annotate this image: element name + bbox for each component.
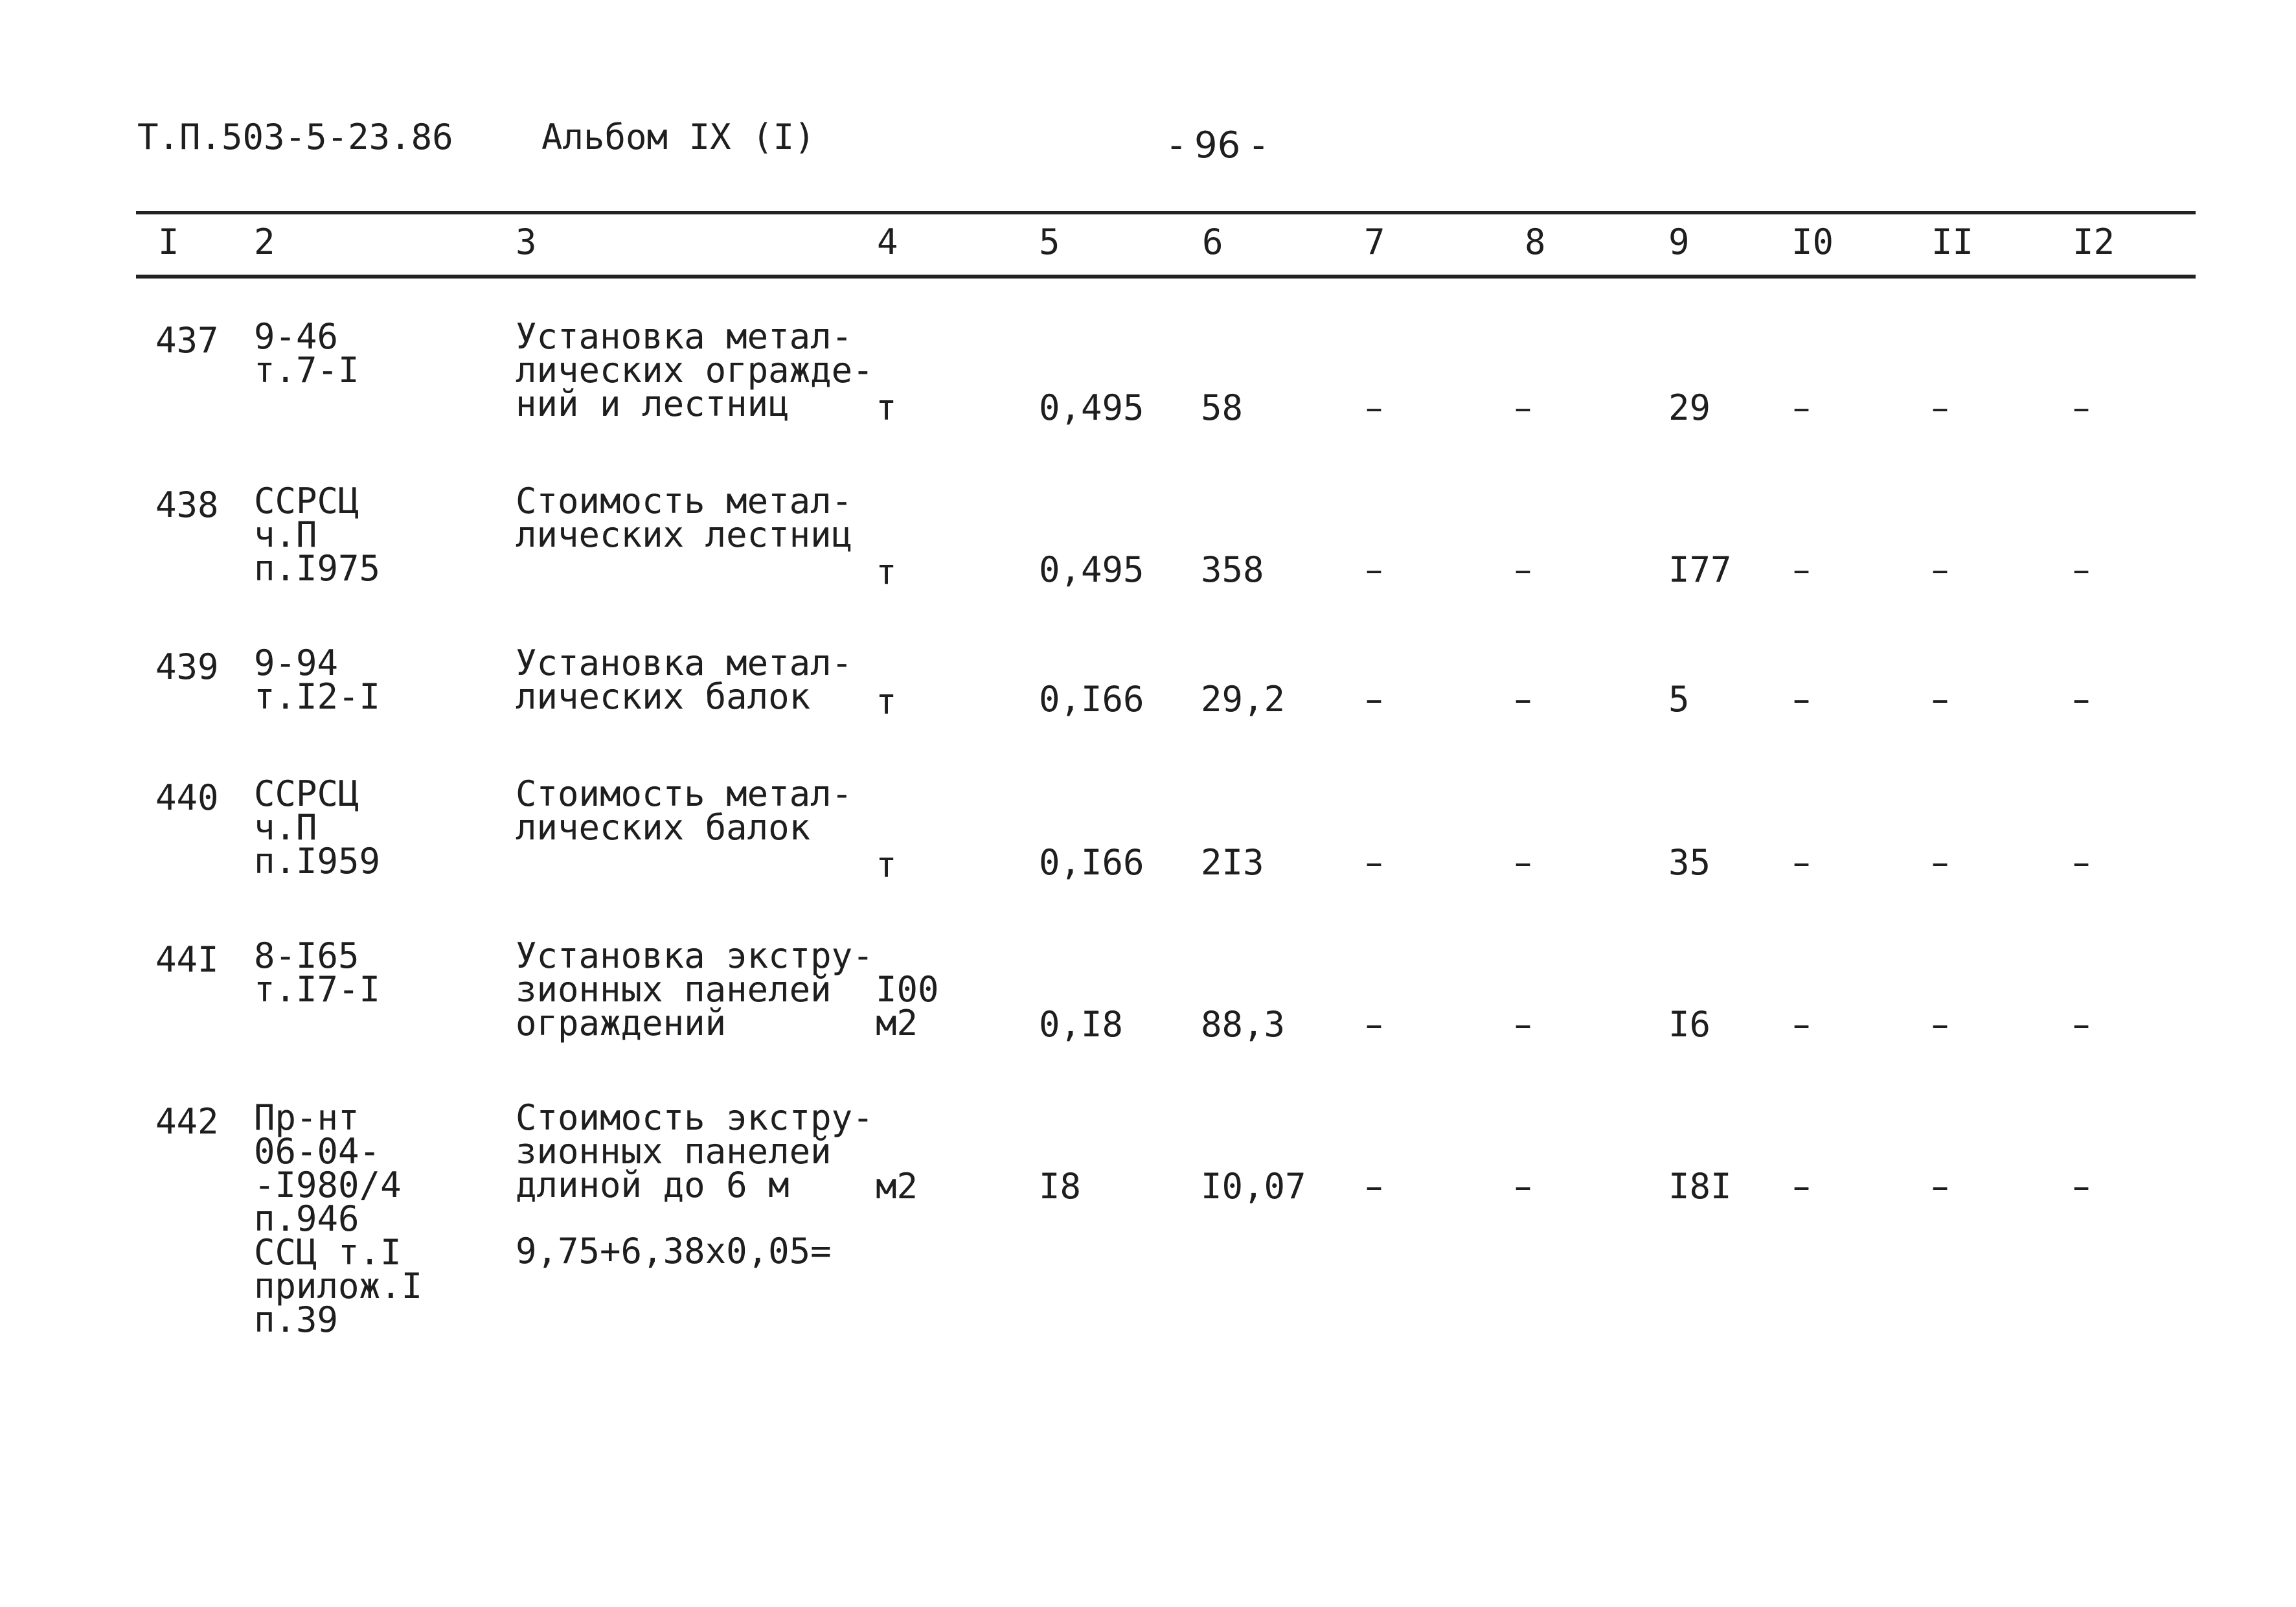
row-number: 442	[155, 1101, 219, 1142]
quantity: 0,I66	[1039, 679, 1144, 720]
unit-price: 88,3	[1201, 1004, 1286, 1045]
norm-reference: 8-I65 т.I7-I	[254, 935, 381, 1010]
work-description: Установка экстру- зионных панелей ограждений	[516, 935, 874, 1043]
column-number: I	[158, 222, 179, 262]
col9-value: I77	[1668, 549, 1732, 590]
norm-reference: Пр-нт 06-04- -I980/4 п.946 ССЦ т.I прилож.I п.39	[254, 1097, 423, 1340]
quantity: 0,I66	[1039, 842, 1144, 883]
unit: I00 м2	[876, 969, 939, 1043]
col8-value: –	[1514, 387, 1532, 428]
album-title: Альбом IX (I)	[541, 117, 815, 157]
row-number: 44I	[155, 939, 219, 980]
norm-reference: ССРСЦ ч.П п.I959	[254, 773, 381, 882]
col11-value: –	[1931, 842, 1949, 883]
col7-value: –	[1365, 387, 1383, 428]
column-number: 6	[1202, 222, 1223, 262]
col8-value: –	[1514, 1004, 1532, 1045]
unit: т	[876, 845, 897, 885]
column-number: II	[1931, 222, 1974, 262]
row-number: 438	[155, 484, 219, 525]
work-description: Установка метал- лических огражде- ний и лестниц	[516, 316, 874, 424]
unit: т	[876, 681, 897, 722]
column-number: 8	[1525, 222, 1546, 262]
column-number: 4	[877, 222, 898, 262]
unit-price: 58	[1201, 387, 1244, 428]
col8-value: –	[1514, 679, 1532, 720]
unit-price: 2I3	[1201, 842, 1264, 883]
unit-price: 358	[1201, 549, 1264, 590]
col9-value: 29	[1668, 387, 1711, 428]
quantity: 0,495	[1039, 549, 1144, 590]
col7-value: –	[1365, 549, 1383, 590]
work-description: Стоимость метал- лических лестниц	[516, 481, 853, 555]
quantity: 0,I8	[1039, 1004, 1124, 1045]
column-number: I2	[2073, 222, 2115, 262]
column-number: 9	[1668, 222, 1690, 262]
column-number: I0	[1791, 222, 1834, 262]
table-header-rule	[136, 275, 2196, 279]
col10-value: –	[1793, 387, 1810, 428]
unit: т	[876, 552, 897, 593]
column-number: 5	[1039, 222, 1060, 262]
col12-value: –	[2073, 1166, 2090, 1207]
col7-value: –	[1365, 1166, 1383, 1207]
unit-price: I0,07	[1201, 1166, 1306, 1207]
document-code: Т.П.503-5-23.86	[137, 117, 453, 157]
col10-value: –	[1793, 1166, 1810, 1207]
col11-value: –	[1931, 679, 1949, 720]
col10-value: –	[1793, 549, 1810, 590]
quantity: 0,495	[1039, 387, 1144, 428]
col10-value: –	[1793, 842, 1810, 883]
col9-value: 35	[1668, 842, 1711, 883]
col12-value: –	[2073, 549, 2090, 590]
col8-value: –	[1514, 1166, 1532, 1207]
col9-value: 5	[1668, 679, 1690, 720]
col10-value: –	[1793, 679, 1810, 720]
page-number: - 96 -	[1170, 124, 1266, 166]
col8-value: –	[1514, 549, 1532, 590]
col9-value: I8I	[1668, 1166, 1732, 1207]
row-number: 440	[155, 777, 219, 818]
column-number: 3	[516, 222, 537, 262]
col7-value: –	[1365, 679, 1383, 720]
work-description: Установка метал- лических балок	[516, 643, 853, 717]
work-description: Стоимость экстру- зионных панелей длиной до 6 м	[516, 1097, 874, 1205]
norm-reference: ССРСЦ ч.П п.I975	[254, 481, 381, 589]
col11-value: –	[1931, 387, 1949, 428]
col11-value: –	[1931, 1004, 1949, 1045]
norm-reference: 9-46 т.7-I	[254, 316, 359, 391]
table-top-rule	[136, 211, 2196, 214]
work-description: Стоимость метал- лических балок	[516, 773, 853, 848]
column-number: 2	[254, 222, 275, 262]
col10-value: –	[1793, 1004, 1810, 1045]
unit-price: 29,2	[1201, 679, 1286, 720]
row-number: 439	[155, 646, 219, 687]
unit: м2	[876, 1166, 918, 1207]
col7-value: –	[1365, 842, 1383, 883]
col12-value: –	[2073, 679, 2090, 720]
norm-reference: 9-94 т.I2-I	[254, 643, 381, 717]
col11-value: –	[1931, 549, 1949, 590]
col8-value: –	[1514, 842, 1532, 883]
quantity: I8	[1039, 1166, 1082, 1207]
row-number: 437	[155, 320, 219, 361]
col7-value: –	[1365, 1004, 1383, 1045]
col11-value: –	[1931, 1166, 1949, 1207]
col12-value: –	[2073, 1004, 2090, 1045]
unit: т	[876, 387, 897, 428]
column-number: 7	[1364, 222, 1385, 262]
price-formula: 9,75+6,38x0,05=	[516, 1231, 832, 1271]
col9-value: I6	[1668, 1004, 1711, 1045]
col12-value: –	[2073, 387, 2090, 428]
col12-value: –	[2073, 842, 2090, 883]
